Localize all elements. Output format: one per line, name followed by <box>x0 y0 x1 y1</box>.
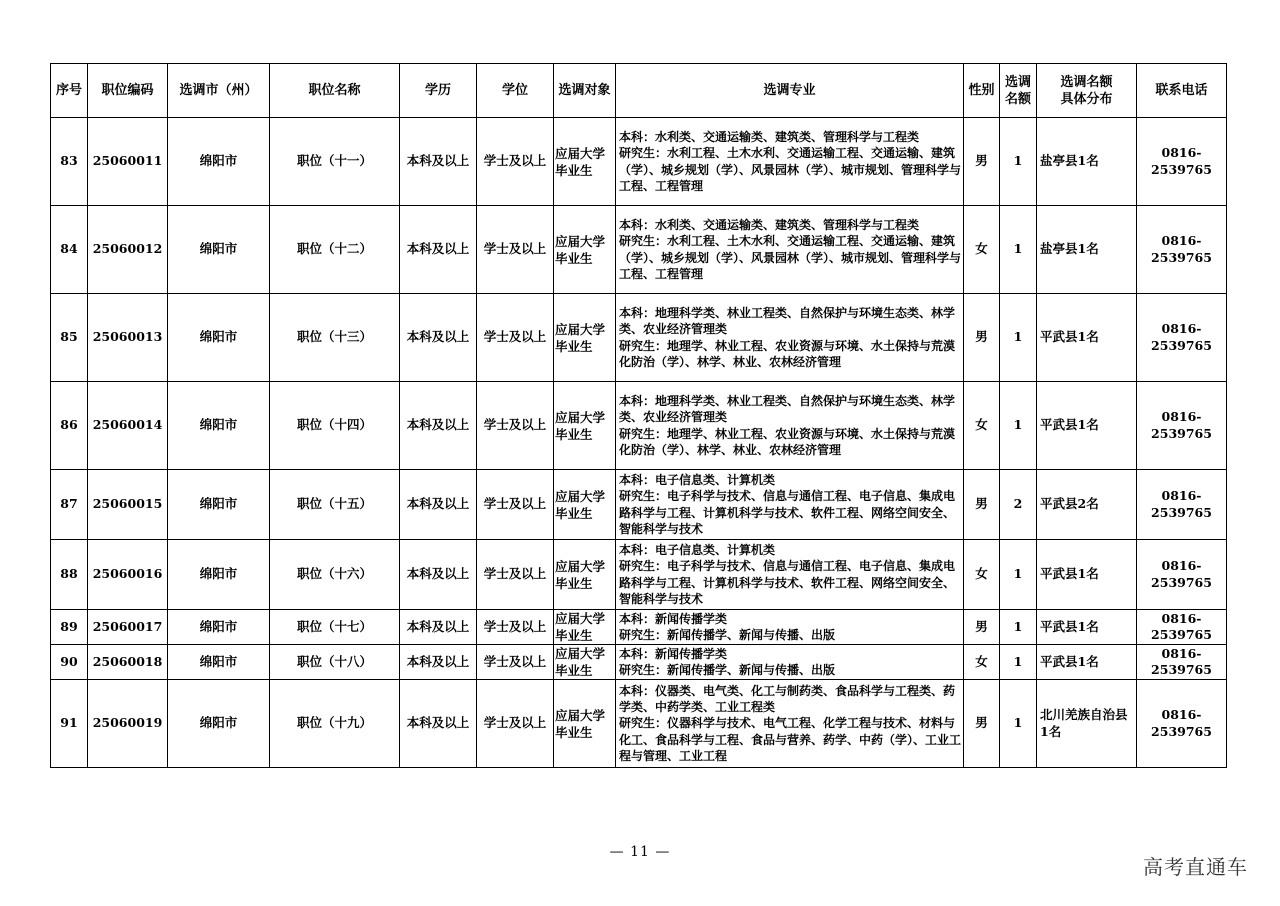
cell-phone: 0816-2539765 <box>1137 540 1227 610</box>
cell-edu: 本科及以上 <box>400 470 477 540</box>
cell-quota: 1 <box>1000 645 1037 680</box>
cell-gender: 女 <box>964 206 1000 294</box>
cell-target <box>554 118 616 206</box>
header-major: 选调专业 <box>616 64 964 118</box>
cell-code: 25060017 <box>88 610 168 645</box>
cell-degree: 学士及以上 <box>477 382 554 470</box>
cell-degree: 学士及以上 <box>477 206 554 294</box>
cell-title: 职位（十五） <box>270 470 400 540</box>
header-degree: 学位 <box>477 64 554 118</box>
cell-target <box>554 470 616 540</box>
cell-title: 职位（十九） <box>270 680 400 768</box>
header-quota-line2: 名额 <box>1004 91 1031 107</box>
cell-major-graduate: 研究生：水利工程、土木水利、交通运输工程、交通运输、建筑（学）、城乡规划（学）、风景园林（学）、城市规划、管理科学与工程、工程管理 <box>619 146 962 193</box>
cell-quota: 1 <box>1000 382 1037 470</box>
cell-major-graduate: 研究生：水利工程、土木水利、交通运输工程、交通运输、建筑（学）、城乡规划（学）、风景园林（学）、城市规划、管理科学与工程、工程管理 <box>619 234 962 281</box>
cell-code: 25060014 <box>88 382 168 470</box>
cell-edu: 本科及以上 <box>400 645 477 680</box>
cell-city: 绵阳市 <box>168 645 270 680</box>
cell-edu: 本科及以上 <box>400 294 477 382</box>
cell-code: 25060018 <box>88 645 168 680</box>
cell-major-undergrad: 本科：电子信息类、计算机类 <box>619 473 776 488</box>
cell-gender: 男 <box>964 470 1000 540</box>
cell-no: 90 <box>51 645 88 680</box>
cell-target <box>554 206 616 294</box>
cell-dist: 平武县1名 <box>1037 294 1137 382</box>
cell-major-graduate: 研究生：电子科学与技术、信息与通信工程、电子信息、集成电路科学与工程、计算机科学与技术、软件工程、网络空间安全、智能科学与技术 <box>619 559 956 606</box>
cell-major-graduate: 研究生：新闻传播学、新闻与传播、出版 <box>619 663 836 677</box>
cell-quota: 1 <box>1000 206 1037 294</box>
cell-city: 绵阳市 <box>168 206 270 294</box>
cell-target <box>554 645 616 680</box>
table-row <box>51 294 1227 382</box>
table-row <box>51 470 1227 540</box>
cell-quota: 1 <box>1000 680 1037 768</box>
cell-target-line: 应届大学 <box>555 321 606 337</box>
cell-phone: 0816-2539765 <box>1137 645 1227 680</box>
cell-degree: 学士及以上 <box>477 294 554 382</box>
watermark: 高考直通车 <box>1143 855 1248 879</box>
header-title: 职位名称 <box>270 64 400 118</box>
cell-city: 绵阳市 <box>168 382 270 470</box>
cell-no: 85 <box>51 294 88 382</box>
cell-quota: 1 <box>1000 610 1037 645</box>
cell-city: 绵阳市 <box>168 610 270 645</box>
cell-edu: 本科及以上 <box>400 382 477 470</box>
cell-no: 83 <box>51 118 88 206</box>
cell-title: 职位（十四） <box>270 382 400 470</box>
cell-major-graduate: 研究生：地理学、林业工程、农业资源与环境、水土保持与荒漠化防治（学）、林学、林业、农林经济管理 <box>619 426 956 457</box>
cell-target-line: 应届大学 <box>555 707 606 723</box>
table-row <box>51 206 1227 294</box>
cell-target-line: 毕业生 <box>555 505 593 521</box>
cell-edu: 本科及以上 <box>400 540 477 610</box>
cell-title: 职位（十一） <box>270 118 400 206</box>
cell-edu: 本科及以上 <box>400 206 477 294</box>
cell-code: 25060016 <box>88 540 168 610</box>
cell-phone: 0816-2539765 <box>1137 382 1227 470</box>
cell-edu: 本科及以上 <box>400 118 477 206</box>
cell-no: 91 <box>51 680 88 768</box>
cell-target-line: 应届大学 <box>555 145 606 161</box>
table-row <box>51 382 1227 470</box>
cell-target <box>554 294 616 382</box>
header-edu: 学历 <box>400 64 477 118</box>
cell-city: 绵阳市 <box>168 118 270 206</box>
cell-target-line: 毕业生 <box>555 663 593 678</box>
cell-quota: 1 <box>1000 294 1037 382</box>
cell-target <box>554 540 616 610</box>
cell-dist: 平武县1名 <box>1037 540 1137 610</box>
cell-no: 87 <box>51 470 88 540</box>
table-row <box>51 645 1227 680</box>
cell-no: 84 <box>51 206 88 294</box>
cell-code: 25060015 <box>88 470 168 540</box>
cell-gender: 女 <box>964 645 1000 680</box>
cell-city: 绵阳市 <box>168 470 270 540</box>
header-target: 选调对象 <box>554 64 616 118</box>
cell-target <box>554 382 616 470</box>
cell-target-line: 毕业生 <box>555 250 593 266</box>
cell-degree: 学士及以上 <box>477 610 554 645</box>
cell-major <box>616 470 964 540</box>
cell-major <box>616 382 964 470</box>
header-gender: 性别 <box>964 64 1000 118</box>
cell-target-line: 毕业生 <box>555 162 593 178</box>
cell-major <box>616 294 964 382</box>
cell-dist: 平武县2名 <box>1037 470 1137 540</box>
cell-major <box>616 645 964 680</box>
cell-major <box>616 610 964 645</box>
cell-major-undergrad: 本科：电子信息类、计算机类 <box>619 543 776 558</box>
cell-city: 绵阳市 <box>168 540 270 610</box>
header-dist-line1: 选调名额 <box>1060 74 1113 90</box>
cell-major-undergrad: 本科：地理科学类、林业工程类、自然保护与环境生态类、林学类、农业经济管理类 <box>619 394 956 425</box>
cell-quota: 2 <box>1000 470 1037 540</box>
cell-target-line: 毕业生 <box>555 628 593 643</box>
cell-target-line: 应届大学 <box>555 488 606 504</box>
cell-degree: 学士及以上 <box>477 470 554 540</box>
table-body <box>51 118 1227 768</box>
cell-major <box>616 540 964 610</box>
table-row <box>51 610 1227 645</box>
cell-target-line: 应届大学 <box>555 558 606 574</box>
cell-gender: 男 <box>964 610 1000 645</box>
cell-code: 25060012 <box>88 206 168 294</box>
header-phone: 联系电话 <box>1137 64 1227 118</box>
cell-code: 25060011 <box>88 118 168 206</box>
cell-major-graduate: 研究生：电子科学与技术、信息与通信工程、电子信息、集成电路科学与工程、计算机科学与技术、软件工程、网络空间安全、智能科学与技术 <box>619 489 956 536</box>
table-row <box>51 680 1227 768</box>
cell-dist: 平武县1名 <box>1037 645 1137 680</box>
cell-major-undergrad: 本科：新闻传播学类 <box>619 646 728 661</box>
cell-title: 职位（十二） <box>270 206 400 294</box>
header-code: 职位编码 <box>88 64 168 118</box>
cell-no: 88 <box>51 540 88 610</box>
cell-major-undergrad: 本科：水利类、交通运输类、建筑类、管理科学与工程类 <box>619 130 920 145</box>
cell-city: 绵阳市 <box>168 680 270 768</box>
cell-edu: 本科及以上 <box>400 680 477 768</box>
cell-major-undergrad: 本科：仪器类、电气类、化工与制药类、食品科学与工程类、药学类、中药学类、工业工程类 <box>619 683 956 715</box>
cell-target-line: 应届大学 <box>555 611 606 626</box>
cell-major-undergrad: 本科：地理科学类、林业工程类、自然保护与环境生态类、林学类、农业经济管理类 <box>619 306 956 337</box>
cell-quota: 1 <box>1000 118 1037 206</box>
cell-degree: 学士及以上 <box>477 118 554 206</box>
cell-target <box>554 610 616 645</box>
cell-code: 25060013 <box>88 294 168 382</box>
cell-no: 89 <box>51 610 88 645</box>
cell-gender: 男 <box>964 118 1000 206</box>
cell-city: 绵阳市 <box>168 294 270 382</box>
cell-major-undergrad: 本科：水利类、交通运输类、建筑类、管理科学与工程类 <box>619 218 920 233</box>
cell-degree: 学士及以上 <box>477 645 554 680</box>
cell-phone: 0816-2539765 <box>1137 294 1227 382</box>
cell-dist: 平武县1名 <box>1037 610 1137 645</box>
cell-target-line: 应届大学 <box>555 646 606 661</box>
cell-major <box>616 680 964 768</box>
cell-no: 86 <box>51 382 88 470</box>
cell-dist: 平武县1名 <box>1037 382 1137 470</box>
job-table <box>50 63 1227 768</box>
cell-code: 25060019 <box>88 680 168 768</box>
cell-title: 职位（十八） <box>270 645 400 680</box>
cell-target <box>554 680 616 768</box>
header-quota-line1: 选调 <box>1004 74 1031 90</box>
cell-phone: 0816-2539765 <box>1137 206 1227 294</box>
cell-degree: 学士及以上 <box>477 680 554 768</box>
header-city: 选调市（州） <box>168 64 270 118</box>
table-header-row <box>51 64 1227 118</box>
cell-edu: 本科及以上 <box>400 610 477 645</box>
cell-title: 职位（十七） <box>270 610 400 645</box>
header-dist-line2: 具体分布 <box>1060 91 1113 107</box>
header-dist <box>1037 64 1137 118</box>
cell-phone: 0816-2539765 <box>1137 470 1227 540</box>
cell-gender: 女 <box>964 540 1000 610</box>
cell-title: 职位（十六） <box>270 540 400 610</box>
cell-phone: 0816-2539765 <box>1137 118 1227 206</box>
cell-gender: 男 <box>964 294 1000 382</box>
cell-target-line: 应届大学 <box>555 233 606 249</box>
header-no: 序号 <box>51 64 88 118</box>
cell-gender: 女 <box>964 382 1000 470</box>
cell-major-graduate: 研究生：仪器科学与技术、电气工程、化学工程与技术、材料与化工、食品科学与工程、食品与营养、药学、中药（学）、工业工程与管理、工业工程 <box>619 716 962 763</box>
cell-target-line: 毕业生 <box>555 724 593 740</box>
cell-degree: 学士及以上 <box>477 540 554 610</box>
cell-quota: 1 <box>1000 540 1037 610</box>
cell-major-graduate: 研究生：新闻传播学、新闻与传播、出版 <box>619 628 836 642</box>
cell-target-line: 毕业生 <box>555 426 593 442</box>
table-row <box>51 540 1227 610</box>
cell-title: 职位（十三） <box>270 294 400 382</box>
cell-target-line: 毕业生 <box>555 338 593 354</box>
job-table-wrapper <box>50 63 1227 768</box>
page-number: — 11 — <box>609 844 671 860</box>
cell-phone: 0816-2539765 <box>1137 680 1227 768</box>
header-quota <box>1000 64 1037 118</box>
cell-major-graduate: 研究生：地理学、林业工程、农业资源与环境、水土保持与荒漠化防治（学）、林学、林业、农林经济管理 <box>619 338 956 369</box>
cell-major-undergrad: 本科：新闻传播学类 <box>619 611 728 626</box>
cell-target-line: 毕业生 <box>555 575 593 591</box>
cell-dist: 盐亭县1名 <box>1037 118 1137 206</box>
cell-major <box>616 206 964 294</box>
table-row <box>51 118 1227 206</box>
cell-major <box>616 118 964 206</box>
cell-dist: 盐亭县1名 <box>1037 206 1137 294</box>
cell-target-line: 应届大学 <box>555 409 606 425</box>
cell-phone: 0816-2539765 <box>1137 610 1227 645</box>
cell-dist: 北川羌族自治县1名 <box>1037 680 1137 768</box>
cell-gender: 男 <box>964 680 1000 768</box>
